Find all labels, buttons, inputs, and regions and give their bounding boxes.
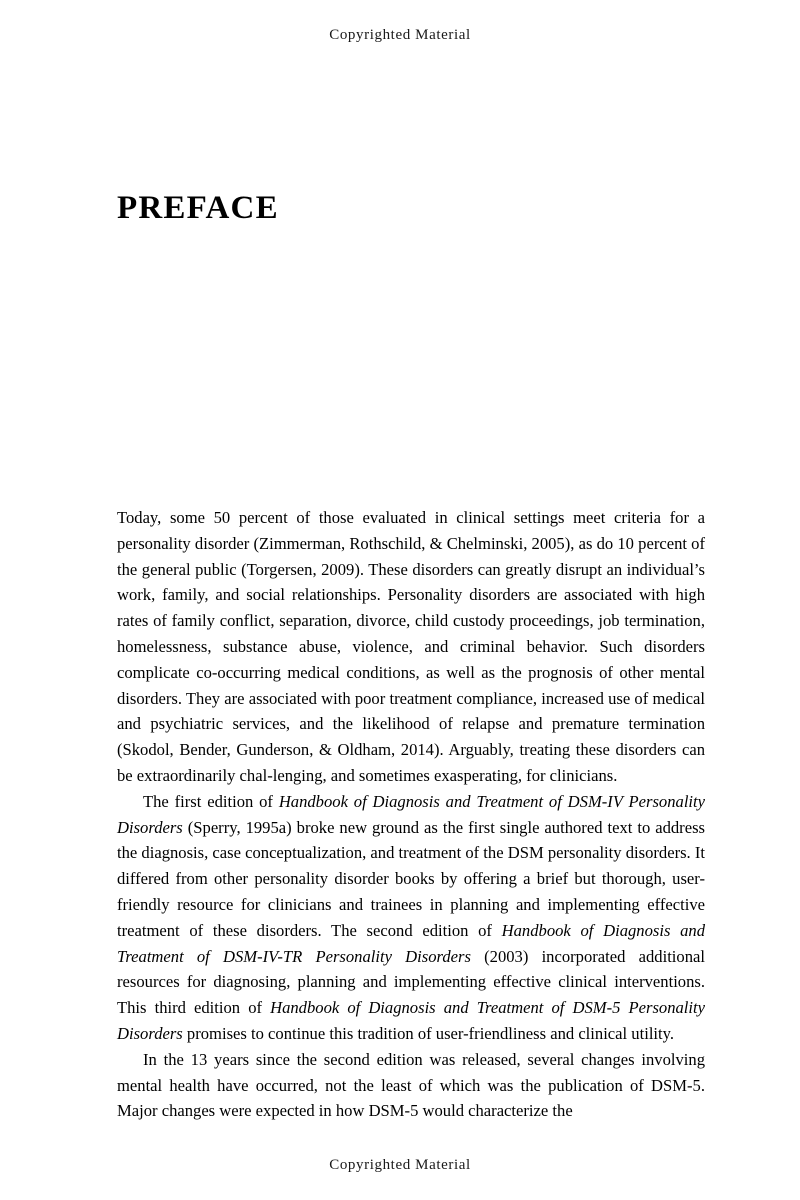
paragraph <box>117 1047 705 1124</box>
copyright-watermark-top: Copyrighted Material <box>329 27 471 43</box>
text-run: The first edition of <box>143 791 279 811</box>
page-title: PREFACE <box>117 190 279 226</box>
paragraph <box>117 505 705 789</box>
paragraph <box>117 789 705 1047</box>
text-run: promises to continue this tradition of user-friendliness and clinical utility. <box>182 1023 675 1043</box>
book-title-italic: Handbook of Diagnosis and Treatment of DSM-IV Personality Disorders <box>117 791 706 837</box>
text-run: In the 13 years since the second edition was released, several changes involving mental health have occurred, not the least of which was the publication of DSM-5. Major changes were expected in how DSM-5 would characterize the <box>117 1049 705 1121</box>
preface-body <box>117 505 705 1124</box>
book-title-italic: Handbook of Diagnosis and Treatment of DSM-IV-TR Personality Disorders <box>117 920 705 966</box>
text-run: (Sperry, 1995a) broke new ground as the first single authored text to address the diagnosis, case conceptualization, and treatment of the DSM personality disorders. It differed from other personality disorder books by offering a brief but thorough, user-friendly resource for clinicians and trainees in planning and implementing effective treatment of these disorders. The second edition of <box>117 817 705 940</box>
copyright-watermark-bottom: Copyrighted Material <box>329 1157 471 1173</box>
book-title-italic: Handbook of Diagnosis and Treatment of DSM-5 Personality Disorders <box>117 998 705 1043</box>
text-run: Today, some 50 percent of those evaluated in clinical settings meet criteria for a personality disorder (Zimmerman, Rothschild, & Chelminski, 2005), as do 10 percent of the general public (Torgersen, 2009). These disorders can greatly disrupt an individual’s work, family, and social relationships. Personality disorders are associated with high rates of family conflict, separation, divorce, child custody proceedings, job termination, homelessness, substance abuse, violence, and criminal behavior. Such disorders complicate co-occurring medical conditions, as well as the prognosis of other mental disorders. They are associated with poor treatment compliance, increased use of medical and psychiatric services, and the likelihood of relapse and premature termination (Skodol, Bender, Gunderson, & Oldham, 2014). Arguably, treating these disorders can be extraordinarily chal-lenging, and sometimes exasperating, for clinicians. <box>117 508 705 785</box>
text-run: (2003) incorporated additional resources for diagnosing, planning and implementing effective clinical interventions. This third edition of <box>117 946 705 1018</box>
